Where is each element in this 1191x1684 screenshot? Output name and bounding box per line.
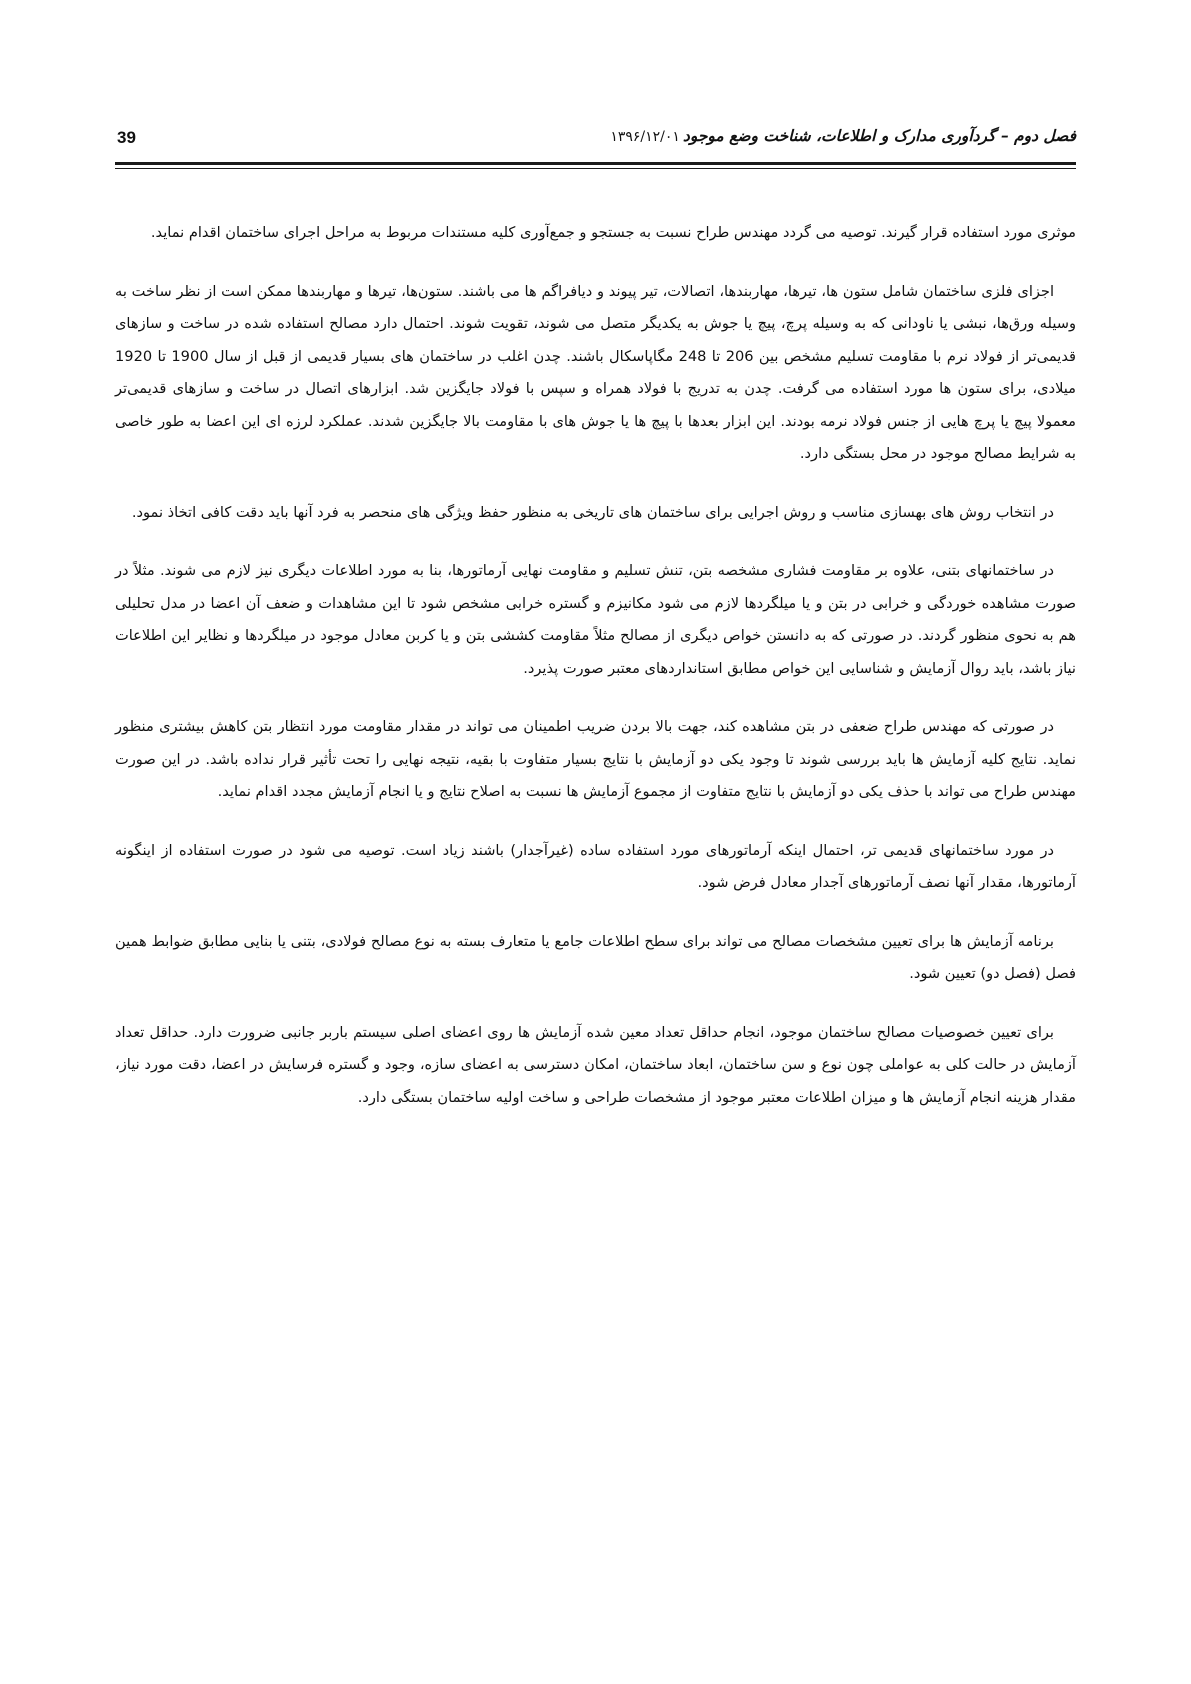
page-header [115, 126, 1076, 162]
paragraph-plain-rebars: در مورد ساختمانهای قدیمی تر، احتمال اینکه آرماتورهای مورد استفاده ساده (غیرآجدار) باشند زیاد است. توصیه می شود در صورت استفاده از اینگونه آرماتورها، مقدار آنها نصف آرماتورهای آجدار معادل فرض شود. [115, 841, 1076, 891]
chapter-title: فصل دوم – گردآوری مدارک و اطلاعات، شناخت وضع موجود [682, 126, 1076, 145]
paragraph-steel-members: اجزای فلزی ساختمان شامل ستون ها، تیرها، مهاربندها، اتصالات، تیر پیوند و دیافراگم ها می باشند. ستون‌ها، تیرها و مهاربندها ممکن است از نظر ساخت به وسیله ورق‌ها، نبشی یا ناودانی که به وسیله پرچ، پیچ یا جوش به یکدیگر متصل می شوند، تقویت شوند. احتمال دارد مصالح استفاده شده در ساخت و سازهای قدیمی‌تر از فولاد نرم با مقاومت تسلیم مشخص بین 206 تا 248 مگاپاسکال باشند. چدن اغلب در ساختمان های بسیار قدیمی از قبل از سال 1900 تا 1920 میلادی، برای ستون ها مورد استفاده می گرفت. چدن به تدریج با فولاد همراه و سپس با فولاد جایگزین شد. ابزارهای اتصال در ساخت و سازهای قدیمی‌تر معمولا پیچ یا پرچ هایی از جنس فولاد نرمه بودند. این ابزار بعدها با پیچ ها یا جوش های با مقاومت بالا جایگزین شدند. عملکرد لرزه ای این اعضا به طور خاصی به شرایط مصالح موجود در محل بستگی دارد. [115, 282, 1076, 462]
page-number: 39 [117, 128, 136, 147]
revision-date: ۱۳۹۶/۱۲/۰۱ [610, 129, 680, 145]
running-title [610, 126, 1076, 145]
body-text [115, 217, 1076, 1140]
header-rule-thin [115, 168, 1076, 169]
paragraph-concrete-buildings: در ساختمانهای بتنی، علاوه بر مقاومت فشاری مشخصه بتن، تنش تسلیم و مقاومت نهایی آرماتورها، بنا به مورد اطلاعات دیگری نیز لازم می شوند. مثلاً در صورت مشاهده خوردگی و خرابی در بتن و یا میلگردها لازم می شود مکانیزم و گستره خرابی مشخص شود تا این مشاهدات و ضعف آن اعضا در مدل تحلیلی هم به نحوی منظور گردند. در صورتی که به دانستن خواص دیگری از مصالح مثلاً مقاومت کششی بتن و یا کربن معادل موجود در میلگردها و نظایر این اطلاعات نیاز باشد، باید روال آزمایش و شناسایی این خواص مطابق استانداردهای معتبر صورت پذیرد. [115, 562, 1076, 677]
header-rule-thick [115, 162, 1076, 165]
paragraph-historic-buildings: در انتخاب روش های بهسازی مناسب و روش اجرایی برای ساختمان های تاریخی به منظور حفظ ویژگی های منحصر به فرد آنها باید دقت کافی اتخاذ نمود. [131, 503, 1054, 521]
paragraph-concrete-weakness: در صورتی که مهندس طراح ضعفی در بتن مشاهده کند، جهت بالا بردن ضریب اطمینان می تواند در مقدار مقاومت مورد انتظار بتن کاهش بیشتری منظور نماید. نتایج کلیه آزمایش ها باید بررسی شوند تا وجود یکی دو آزمایش با نتایج بسیار متفاوت با بقیه، نتیجه نهایی را تحت تأثیر قرار نداده باشد. در این صورت مهندس طراح می تواند با حذف یکی دو آزمایش با نتایج متفاوت از مجموع آزمایش ها نسبت به اصلاح نتایج و یا انجام آزمایش مجدد اقدام نماید. [115, 718, 1076, 800]
paragraph-testing-program: برنامه آزمایش ها برای تعیین مشخصات مصالح می تواند برای سطح اطلاعات جامع یا متعارف بسته به نوع مصالح فولادی، بتنی یا بنایی مطابق ضوابط همین فصل (فصل دو) تعیین شود. [115, 932, 1076, 982]
paragraph-continued: موثری مورد استفاده قرار گیرند. توصیه می گردد مهندس طراح نسبت به جستجو و جمع‌آوری کلیه مستندات مربوط به مراحل اجرای ساختمان اقدام نماید. [150, 224, 1076, 241]
paragraph-minimum-tests: برای تعیین خصوصیات مصالح ساختمان موجود، انجام حداقل تعداد معین شده آزمایش ها روی اعضای اصلی سیستم باربر جانبی ضرورت دارد. حداقل تعداد آزمایش در حالت کلی به عواملی چون نوع و سن ساختمان، ابعاد ساختمان، امکان دسترسی به اعضای سازه، وجود و گستره فرسایش در اعضا، دقت مورد نیاز، مقدار هزینه انجام آزمایش ها و میزان اطلاعات معتبر موجود از مشخصات طراحی و ساخت اولیه ساختمان بستگی دارد. [115, 1023, 1076, 1106]
